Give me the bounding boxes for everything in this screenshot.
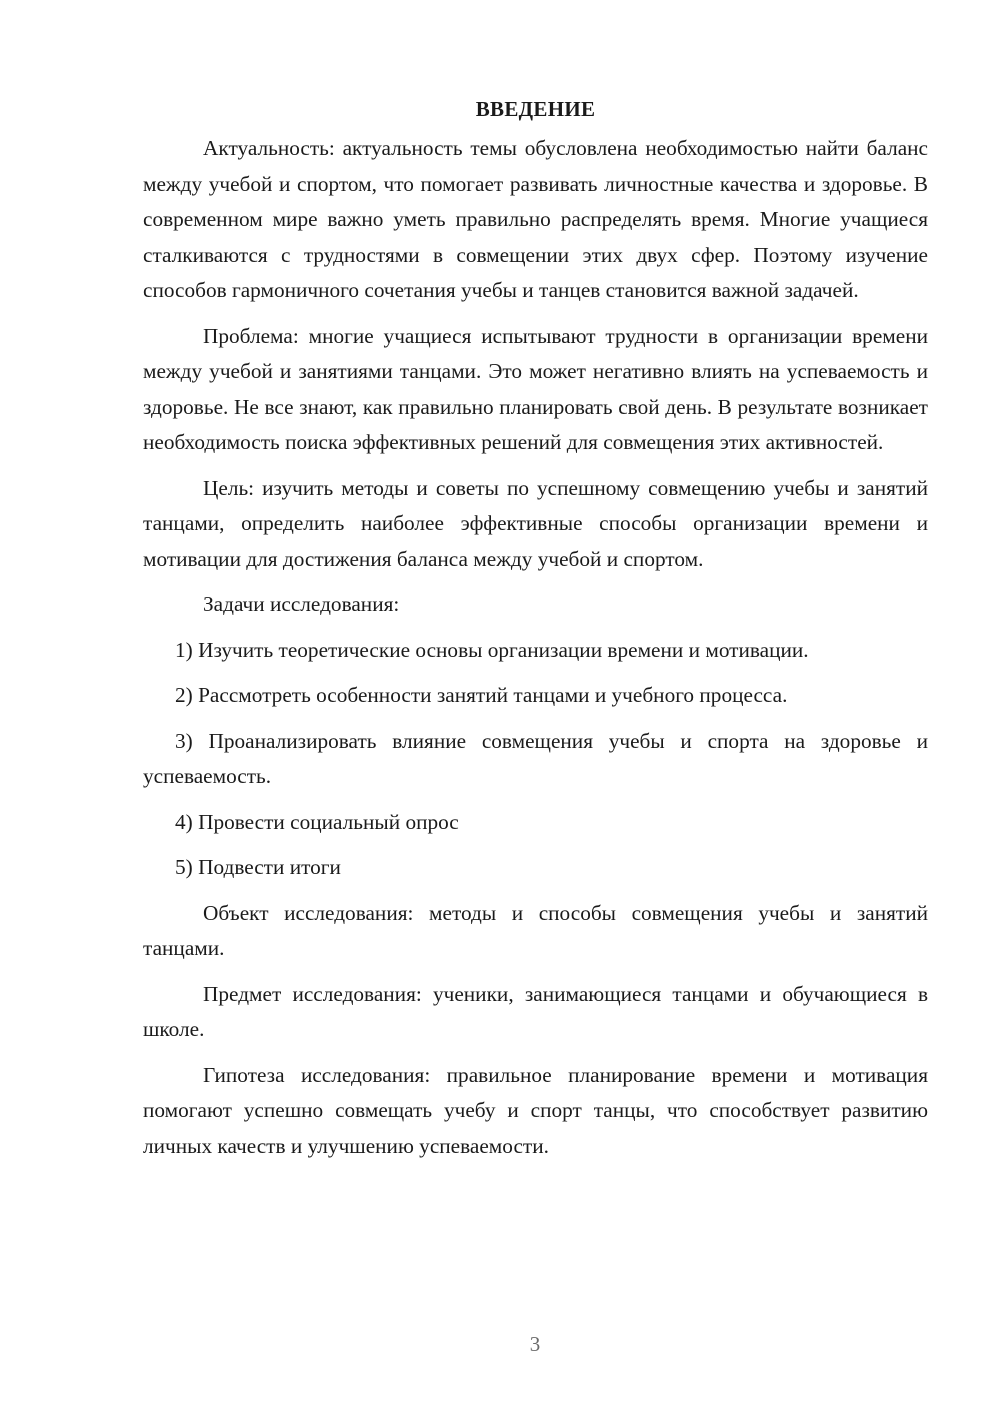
task-item: 4) Провести социальный опрос xyxy=(175,809,459,834)
tasks-heading: Задачи исследования: xyxy=(203,592,400,616)
section-title: ВВЕДЕНИЕ xyxy=(475,97,596,121)
page-number: 3 xyxy=(529,1332,541,1356)
document-page xyxy=(143,92,928,1174)
object-paragraph: Объект исследования: методы и способы совмещения учебы и занятий танцами. xyxy=(143,900,928,960)
subject-paragraph: Предмет исследования: ученики, занимающиеся танцами и обучающиеся в школе. xyxy=(143,981,928,1041)
task-item: 5) Подвести итоги xyxy=(175,855,341,879)
task-item: 2) Рассмотреть особенности занятий танцами и учебного процесса. xyxy=(175,683,788,707)
relevance-paragraph: Актуальность: актуальность темы обусловлена необходимостью найти баланс между учебой и спортом, что помогает развивать личностные качества и здоровье. В современном мире важно уметь правильно распределять время. Многие учащиеся сталкиваются с трудностями в совмещении этих двух сфер. Поэтому изучение способов гармоничного сочетания учебы и танцев становится важной задачей. xyxy=(143,136,928,302)
hypothesis-paragraph: Гипотеза исследования: правильное планирование времени и мотивация помогают успешно совмещать учебу и спорт танцы, что способствует развитию личных качеств и улучшению успеваемости. xyxy=(143,1062,928,1158)
goal-paragraph: Цель: изучить методы и советы по успешному совмещению учебы и занятий танцами, определить наиболее эффективные способы организации времени и мотивации для достижения баланса между учебой и спортом. xyxy=(143,475,928,571)
task-item: 1) Изучить теоретические основы организации времени и мотивации. xyxy=(175,637,809,662)
task-item: 3) Проанализировать влияние совмещения учебы и спорта на здоровье и успеваемость. xyxy=(143,728,928,788)
problem-paragraph: Проблема: многие учащиеся испытывают трудности в организации времени между учебой и занятиями танцами. Это может негативно влиять на успеваемость и здоровье. Не все знают, как правильно планировать свой день. В результате возникает необходимость поиска эффективных решений для совмещения этих активностей. xyxy=(143,323,928,454)
